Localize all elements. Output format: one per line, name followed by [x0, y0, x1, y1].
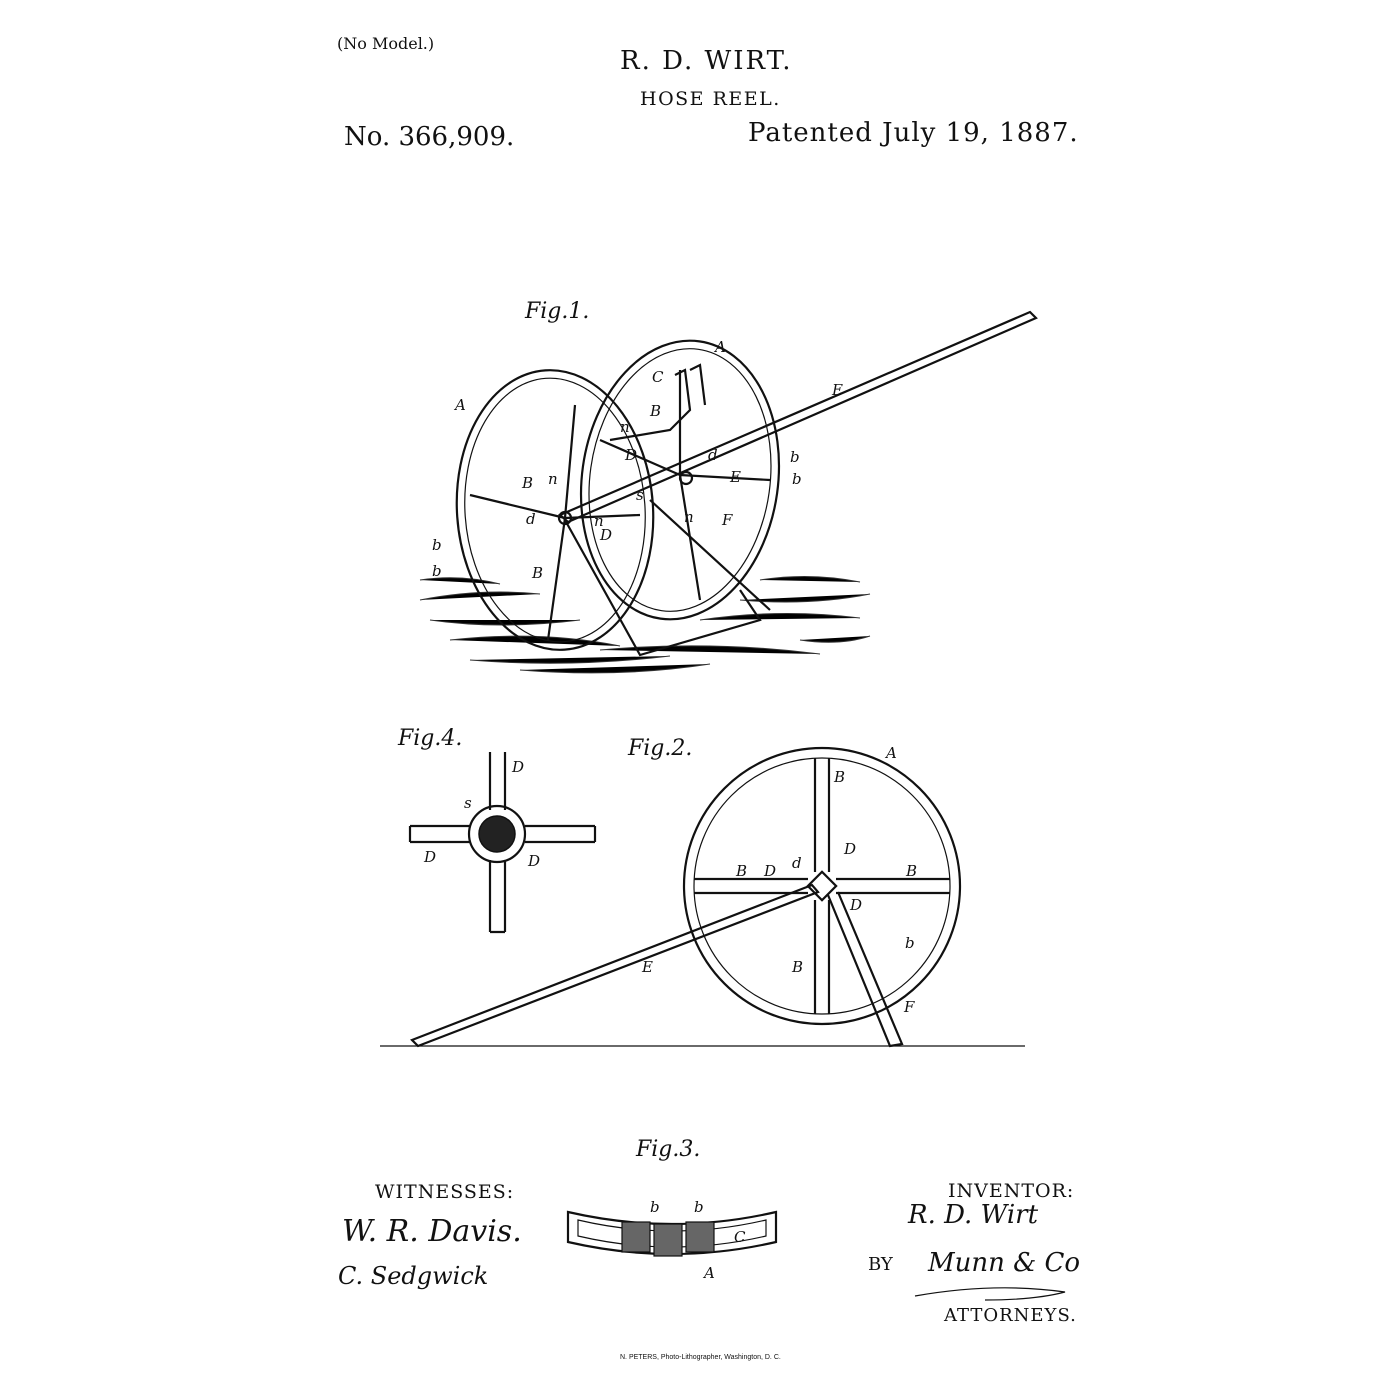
fig1-part-label: s	[636, 486, 644, 504]
fig1-part-label: n	[594, 512, 604, 530]
fig2-label: Fig.2.	[628, 736, 693, 761]
fig1-part-label: F	[722, 511, 733, 529]
fig4-part-label: s	[464, 794, 472, 812]
fig2-part-label: B	[736, 862, 748, 880]
fig1-part-label: C	[652, 368, 664, 386]
fig2-part-label: b	[905, 934, 915, 952]
fig1-part-label: B	[522, 474, 534, 492]
fig1-part-label: D	[600, 526, 613, 544]
fig1-part-label: b	[432, 562, 442, 580]
printer-imprint: N. PETERS, Photo-Lithographer, Washington, D. C.	[620, 1354, 781, 1361]
witness-signature-2: C. Sedgwick	[338, 1262, 489, 1290]
fig3-part-label: b	[650, 1198, 660, 1216]
fig4-part-label: D	[424, 848, 437, 866]
inventor-heading: INVENTOR:	[948, 1180, 1075, 1202]
fig1-part-label: b	[432, 536, 442, 554]
fig1-part-label: B	[532, 564, 544, 582]
inventor-name: R. D. WIRT.	[620, 46, 793, 76]
fig2-part-label: D	[844, 840, 857, 858]
figure-4	[397, 726, 595, 932]
fig2-part-label: B	[906, 862, 918, 880]
fig2-part-label: D	[764, 862, 777, 880]
figure-3	[568, 1137, 776, 1282]
fig2-spokes	[694, 758, 950, 1014]
fig2-part-label: A	[886, 744, 897, 762]
fig2-part-label: F	[904, 998, 915, 1016]
fig3-part-label: b	[694, 1198, 704, 1216]
by-label: BY	[868, 1254, 893, 1275]
fig2-part-label: D	[850, 896, 863, 914]
fig1-part-label: n	[684, 508, 694, 526]
fig3-label: Fig.3.	[636, 1137, 701, 1162]
fig2-wheel	[684, 748, 960, 1024]
fig4-part-label: D	[512, 758, 525, 776]
fig2-part-label: d	[792, 854, 802, 872]
fig4-shaft	[479, 816, 515, 852]
fig1-front-wheel	[447, 364, 662, 657]
patent-date: Patented July 19, 1887.	[748, 118, 1079, 148]
fig1-label: Fig.1.	[525, 299, 590, 324]
attorney-flourish	[915, 1288, 1065, 1300]
fig2-part-label: E	[642, 958, 653, 976]
witness-signature-1: W. R. Davis.	[342, 1214, 522, 1249]
fig1-part-label: A	[715, 338, 726, 356]
fig1-part-label: b	[790, 448, 800, 466]
fig2-handle	[412, 885, 818, 1046]
fig4-part-label: D	[528, 852, 541, 870]
fig1-part-label: n	[548, 470, 558, 488]
fig4-label: Fig.4.	[398, 726, 463, 751]
attorneys-signature: Munn & Co	[928, 1248, 1081, 1278]
fig1-part-label: d	[526, 510, 536, 528]
fig2-part-label: B	[792, 958, 804, 976]
fig1-part-label: B	[650, 402, 662, 420]
figure-1	[420, 299, 1036, 673]
fig1-part-label: E	[832, 381, 843, 399]
attorneys-heading: ATTORNEYS.	[944, 1305, 1077, 1326]
fig1-part-label: E	[730, 468, 741, 486]
inventor-signature: R. D. Wirt	[908, 1200, 1039, 1230]
fig1-part-label: b	[792, 470, 802, 488]
fig3-part-label: C	[734, 1228, 746, 1246]
invention-title: HOSE REEL.	[640, 88, 781, 110]
fig1-part-label: d	[708, 446, 718, 464]
fig1-handle	[560, 312, 1036, 522]
witnesses-heading: WITNESSES:	[375, 1181, 515, 1203]
fig1-part-label: A	[455, 396, 466, 414]
patent-number: No. 366,909.	[344, 122, 515, 152]
no-model-note: (No Model.)	[337, 34, 435, 53]
fig1-part-label: D	[625, 446, 638, 464]
fig2-part-label: B	[834, 768, 846, 786]
figure-2	[380, 736, 1025, 1046]
fig3-part-label: A	[704, 1264, 715, 1282]
fig1-part-label: n	[620, 418, 630, 436]
